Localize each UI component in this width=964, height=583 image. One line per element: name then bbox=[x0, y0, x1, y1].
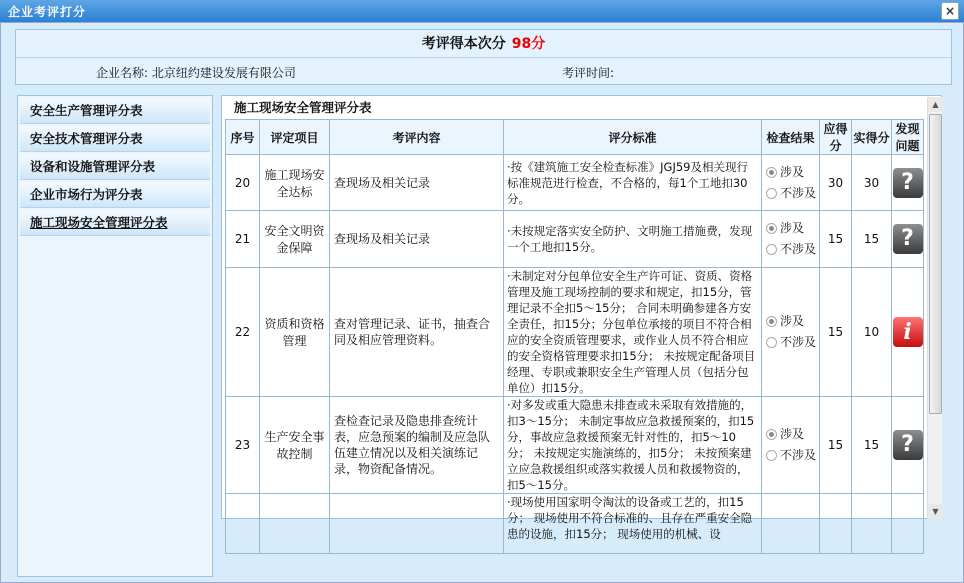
radio-not-involved[interactable] bbox=[762, 183, 819, 204]
row-issue bbox=[892, 211, 924, 268]
row-no bbox=[226, 494, 260, 554]
row-due: 15 bbox=[820, 268, 852, 397]
row-no: 20 bbox=[226, 155, 260, 211]
company-name: 北京纽约建设发展有限公司 bbox=[151, 66, 296, 80]
radio-involved[interactable] bbox=[762, 424, 819, 445]
radio-not-involved[interactable] bbox=[762, 239, 819, 260]
radio-label: 不涉及 bbox=[780, 335, 817, 349]
radio-dot-icon bbox=[766, 244, 777, 255]
row-content: 查现场及相关记录 bbox=[330, 211, 504, 268]
row-result bbox=[762, 211, 820, 268]
row-item: 安全文明资金保障 bbox=[260, 211, 330, 268]
col-header-due: 应得分 bbox=[820, 120, 852, 155]
col-header-issue: 发现问题 bbox=[892, 120, 924, 155]
table-row bbox=[226, 155, 924, 211]
question-icon[interactable]: ? bbox=[893, 430, 923, 460]
radio-dot-icon bbox=[766, 316, 777, 327]
row-standard: ·对多发或重大隐患未排查或未采取有效措施的，扣3～15分； 未制定事故应急救援预案的，扣15分，事故应急救援预案无针对性的，扣5～10分； 未按规定实施演练的，扣5分； 未按预案建立应急救援组织或落实救援人员和救援物资的，扣5～15分。 bbox=[504, 397, 762, 494]
radio-label: 不涉及 bbox=[780, 185, 817, 200]
table-row bbox=[226, 268, 924, 397]
radio-label: 涉及 bbox=[780, 164, 805, 179]
score-header bbox=[15, 29, 952, 85]
radio-dot-icon bbox=[766, 450, 777, 461]
row-standard: ·按《建筑施工安全检查标准》JGJ59及相关现行标准规范进行检查，不合格的，每1个工地扣30分。 bbox=[504, 155, 762, 211]
question-icon[interactable]: ? bbox=[893, 168, 923, 198]
row-due: 15 bbox=[820, 397, 852, 494]
row-result bbox=[762, 397, 820, 494]
window-titlebar bbox=[0, 0, 964, 22]
row-standard: ·现场使用国家明令淘汰的设备或工艺的，扣15分； 现场使用不符合标准的、且存在严重安全隐患的设施，扣15分； 现场使用的机械、设 bbox=[504, 494, 762, 554]
row-item: 施工现场安全达标 bbox=[260, 155, 330, 211]
time-info bbox=[562, 64, 614, 81]
score-value: 98分 bbox=[511, 36, 546, 52]
question-icon[interactable]: ? bbox=[893, 224, 923, 254]
row-actual: 15 bbox=[852, 211, 892, 268]
table-header-row bbox=[226, 120, 924, 155]
col-header-content: 考评内容 bbox=[330, 120, 504, 155]
sidebar-item-safety-production[interactable]: 安全生产管理评分表 bbox=[20, 98, 210, 124]
scroll-thumb[interactable] bbox=[929, 114, 942, 414]
row-content: 查对管理记录、证书，抽查合同及相应管理资料。 bbox=[330, 268, 504, 397]
row-standard: ·未按规定落实安全防护、文明施工措施费，发现一个工地扣15分。 bbox=[504, 211, 762, 268]
score-table-panel bbox=[221, 95, 942, 541]
row-due: 15 bbox=[820, 211, 852, 268]
row-content bbox=[330, 494, 504, 554]
row-content: 查检查记录及隐患排查统计表，应急预案的编制及应急队伍建立情况以及相关演练记录，物资配备情况。 bbox=[330, 397, 504, 494]
sidebar-item-safety-technology[interactable]: 安全技术管理评分表 bbox=[20, 126, 210, 152]
col-header-no: 序号 bbox=[226, 120, 260, 155]
row-due: 30 bbox=[820, 155, 852, 211]
row-actual bbox=[852, 494, 892, 554]
radio-involved[interactable] bbox=[762, 162, 819, 183]
row-actual: 15 bbox=[852, 397, 892, 494]
row-issue bbox=[892, 494, 924, 554]
radio-label: 涉及 bbox=[780, 314, 805, 328]
company-info bbox=[96, 64, 296, 81]
table-row bbox=[226, 397, 924, 494]
score-table bbox=[225, 119, 924, 554]
window-body bbox=[0, 22, 964, 583]
radio-not-involved[interactable] bbox=[762, 332, 819, 353]
radio-label: 涉及 bbox=[780, 221, 805, 235]
radio-not-involved[interactable] bbox=[762, 445, 819, 466]
sidebar-item-market-behavior[interactable]: 企业市场行为评分表 bbox=[20, 182, 210, 208]
row-result bbox=[762, 268, 820, 397]
row-actual: 30 bbox=[852, 155, 892, 211]
radio-dot-icon bbox=[766, 429, 777, 440]
row-standard: ·未制定对分包单位安全生产许可证、资质、资格管理及施工现场控制的要求和规定，扣15分，管理记录不全扣5～15分； 合同未明确参建各方安全责任，扣15分；分包单位承接的项目不符合相应的安全资质管理要求，或作业人员不符合相应的安全资格管理要求扣15分； 未按规定配备项目经理、专职或兼职安全生产管理人员（包括分包单位）扣15分。 bbox=[504, 268, 762, 397]
radio-dot-icon bbox=[766, 337, 777, 348]
radio-involved[interactable] bbox=[762, 311, 819, 332]
sidebar-item-equipment-facility[interactable]: 设备和设施管理评分表 bbox=[20, 154, 210, 180]
scroll-up-icon[interactable]: ▲ bbox=[928, 97, 943, 112]
row-result bbox=[762, 155, 820, 211]
col-header-item: 评定项目 bbox=[260, 120, 330, 155]
window-title: 企业考评打分 bbox=[8, 5, 87, 19]
table-scrollbar[interactable] bbox=[927, 97, 942, 519]
radio-dot-icon bbox=[766, 188, 777, 199]
row-no: 23 bbox=[226, 397, 260, 494]
table-row bbox=[226, 211, 924, 268]
company-label: 企业名称: bbox=[96, 66, 149, 80]
score-row bbox=[16, 30, 951, 58]
info-icon[interactable]: i bbox=[893, 317, 923, 347]
table-caption: 施工现场安全管理评分表 bbox=[222, 96, 941, 119]
table-row bbox=[226, 494, 924, 554]
row-issue bbox=[892, 155, 924, 211]
row-result bbox=[762, 494, 820, 554]
row-content: 查现场及相关记录 bbox=[330, 155, 504, 211]
row-no: 21 bbox=[226, 211, 260, 268]
radio-dot-icon bbox=[766, 223, 777, 234]
row-issue bbox=[892, 397, 924, 494]
time-label: 考评时间: bbox=[562, 66, 615, 80]
row-item: 资质和资格管理 bbox=[260, 268, 330, 397]
radio-label: 涉及 bbox=[780, 427, 805, 441]
sidebar-item-site-safety[interactable]: 施工现场安全管理评分表 bbox=[20, 210, 210, 236]
col-header-standard: 评分标准 bbox=[504, 120, 762, 155]
radio-label: 不涉及 bbox=[780, 242, 817, 256]
col-header-actual: 实得分 bbox=[852, 120, 892, 155]
radio-dot-icon bbox=[766, 167, 777, 178]
row-item bbox=[260, 494, 330, 554]
radio-involved[interactable] bbox=[762, 218, 819, 239]
radio-label: 不涉及 bbox=[780, 448, 817, 462]
row-item: 生产安全事故控制 bbox=[260, 397, 330, 494]
row-issue bbox=[892, 268, 924, 397]
row-actual: 10 bbox=[852, 268, 892, 397]
sidebar bbox=[17, 95, 213, 577]
col-header-result: 检查结果 bbox=[762, 120, 820, 155]
close-button[interactable]: × bbox=[941, 2, 959, 20]
row-due bbox=[820, 494, 852, 554]
scroll-down-icon[interactable]: ▼ bbox=[928, 504, 943, 519]
row-no: 22 bbox=[226, 268, 260, 397]
score-label: 考评得本次分 bbox=[421, 36, 506, 52]
